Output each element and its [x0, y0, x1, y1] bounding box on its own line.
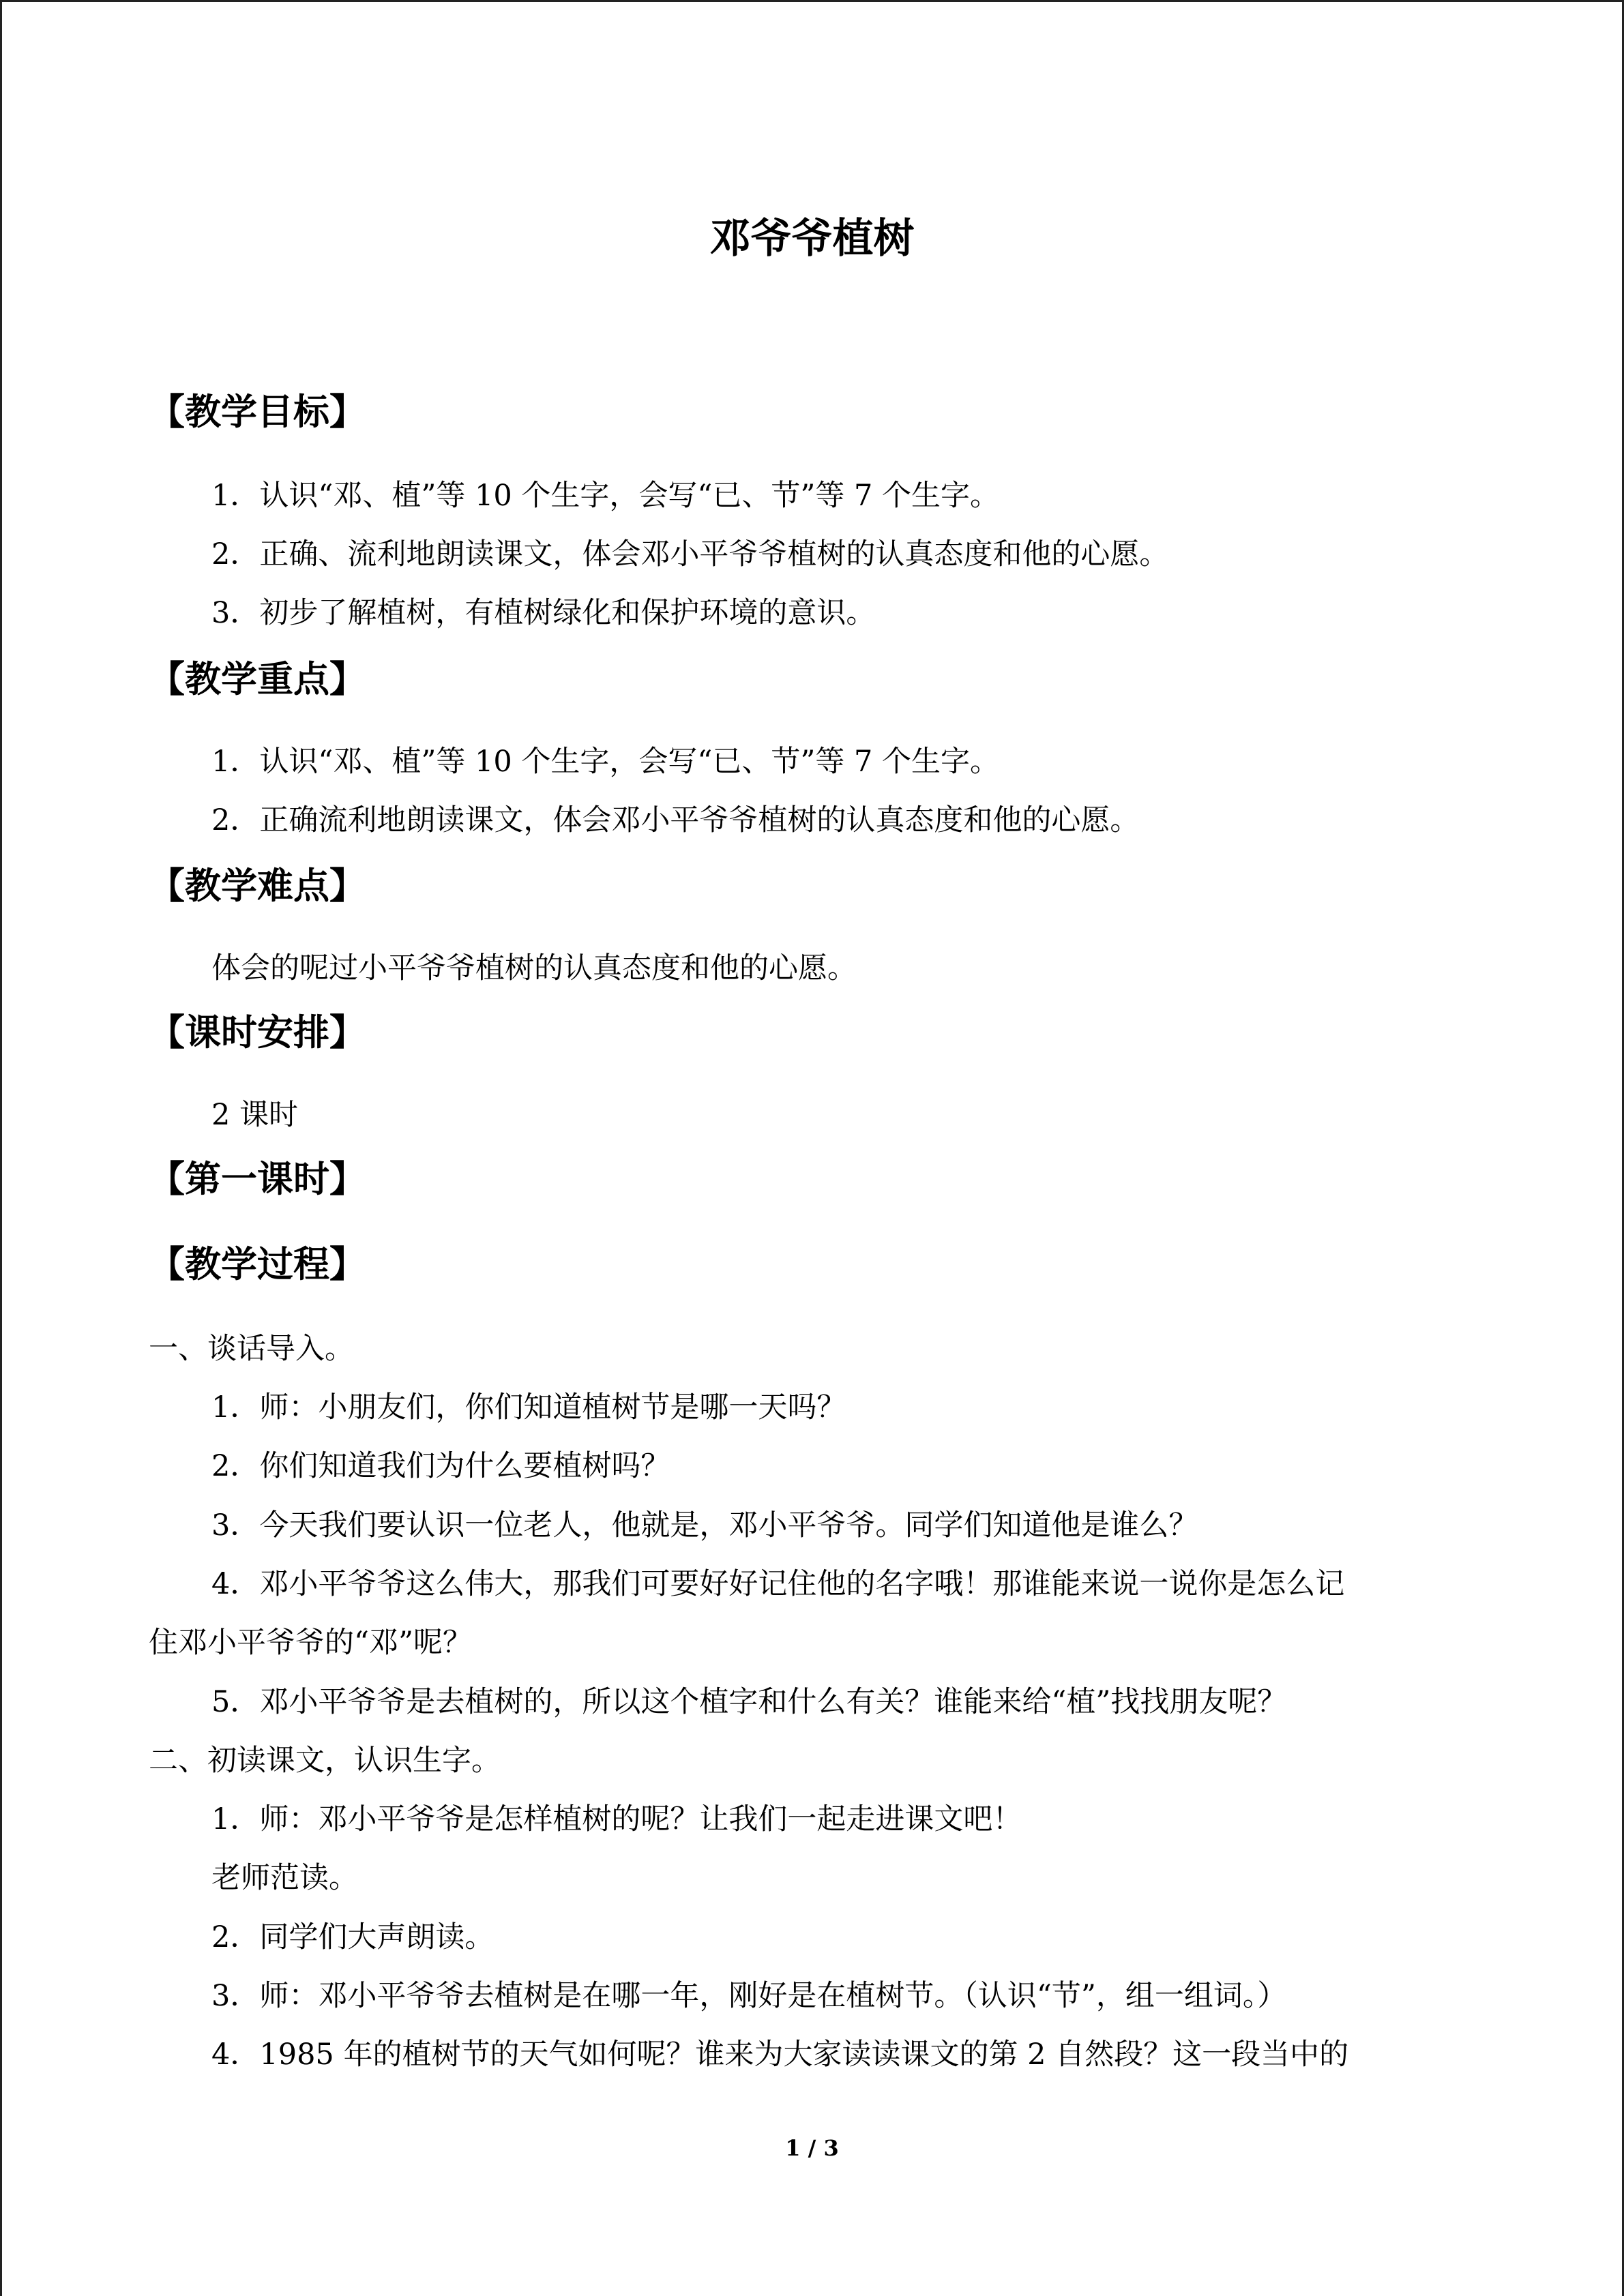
first-lesson-heading: 【第一课时】 — [149, 1159, 366, 1200]
objective-item-3: 3．初步了解植树，有植树绿化和保护环境的意识。 — [211, 596, 876, 630]
process-part2-item-2: 2．同学们大声朗读。 — [211, 1920, 494, 1954]
process-part1-item-4-continued: 住邓小平爷爷的“邓”呢？ — [149, 1626, 472, 1660]
process-part2-title: 二、初读课文，认识生字。 — [149, 1744, 501, 1778]
difficulties-heading: 【教学难点】 — [149, 865, 366, 907]
process-part1-item-5: 5．邓小平爷爷是去植树的，所以这个植字和什么有关？谁能来给“植”找找朋友呢？ — [211, 1685, 1287, 1719]
process-part1-item-4: 4．邓小平爷爷这么伟大，那我们可要好好记住他的名字哦！那谁能来说一说你是怎么记 — [211, 1567, 1345, 1601]
process-part1-item-3: 3．今天我们要认识一位老人，他就是，邓小平爷爷。同学们知道他是谁么？ — [211, 1508, 1198, 1542]
page-title: 邓爷爷植树 — [709, 215, 915, 263]
key-points-heading: 【教学重点】 — [149, 659, 366, 700]
process-part2-item-4: 4．1985 年的植树节的天气如何呢？谁来为大家读读课文的第 2 自然段？这一段当中的 — [211, 2038, 1349, 2072]
schedule-heading: 【课时安排】 — [149, 1012, 366, 1054]
difficulties-text: 体会的呢过小平爷爷植树的认真态度和他的心愿。 — [211, 951, 857, 985]
process-part2-item-3: 3．师：邓小平爷爷去植树是在哪一年，刚好是在植树节。（认识“节”，组一组词。） — [211, 1979, 1287, 2013]
process-part2-item-1: 1．师：邓小平爷爷是怎样植树的呢？让我们一起走进课文吧！ — [211, 1802, 1022, 1836]
process-heading: 【教学过程】 — [149, 1244, 366, 1285]
key-point-item-1: 1．认识“邓、植”等 10 个生字，会写“已、节”等 7 个生字。 — [211, 745, 1000, 779]
process-part1-item-1: 1．师：小朋友们，你们知道植树节是哪一天吗？ — [211, 1390, 846, 1425]
objectives-heading: 【教学目标】 — [149, 391, 366, 433]
schedule-text: 2 课时 — [211, 1098, 299, 1132]
document-page — [149, 0, 1475, 2296]
key-point-item-2: 2．正确流利地朗读课文，体会邓小平爷爷植树的认真态度和他的心愿。 — [211, 803, 1140, 837]
process-part1-title: 一、谈话导入。 — [149, 1332, 354, 1366]
process-part2-item-1-note: 老师范读。 — [211, 1861, 358, 1895]
objective-item-1: 1．认识“邓、植”等 10 个生字，会写“已、节”等 7 个生字。 — [211, 479, 1000, 513]
page-left-border — [0, 0, 2, 2296]
objective-item-2: 2．正确、流利地朗读课文，体会邓小平爷爷植树的认真态度和他的心愿。 — [211, 537, 1169, 571]
page-number: 1 / 3 — [785, 2135, 839, 2161]
process-part1-item-2: 2．你们知道我们为什么要植树吗？ — [211, 1449, 670, 1483]
